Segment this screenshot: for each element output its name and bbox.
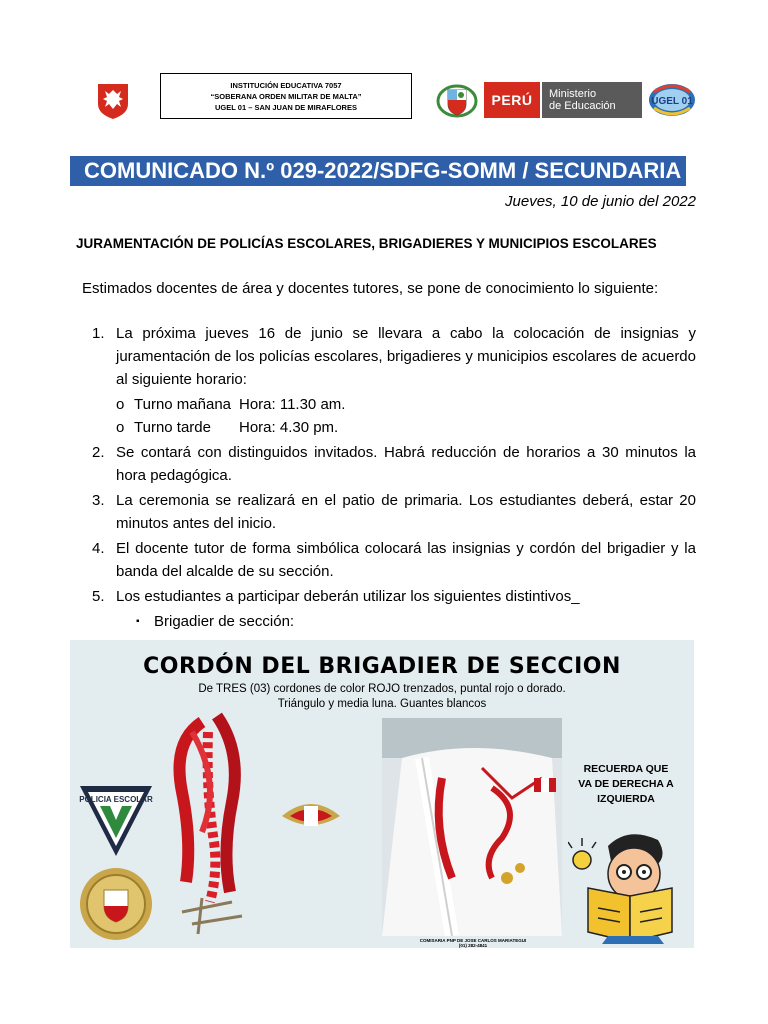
- institution-box: [160, 73, 412, 119]
- schedule-bullet: o: [116, 396, 125, 413]
- list-text: Se contará con distinguidos invitados. Habrá reducción de horarios a 30 minutos la hora pedagógica.: [116, 444, 696, 484]
- list-text: Los estudiantes a participar deberán utilizar los siguientes distintivos_: [116, 588, 580, 605]
- ugel-logo: [648, 82, 696, 118]
- schedule-time: Hora: 4.30 pm.: [239, 419, 339, 436]
- list-text: La ceremonia se realizará en el patio de primaria. Los estudiantes deberá, estar 20 minutos antes del inicio.: [116, 492, 696, 532]
- institution-ugel: UGEL 01 – SAN JUAN DE MIRAFLORES: [215, 103, 357, 112]
- list-number: 4.: [92, 540, 105, 557]
- list-item: [92, 441, 696, 487]
- poster-line1: De TRES (03) cordones de color ROJO trenzados, puntal rojo o dorado.: [198, 683, 566, 695]
- list-number: 1.: [92, 325, 105, 342]
- schedule-time: Hora: 11.30 am.: [239, 396, 346, 413]
- list-number: 2.: [92, 444, 105, 461]
- square-bullet: ▪: [136, 616, 140, 627]
- photo-credit: [388, 938, 558, 948]
- schedule-item: [116, 416, 696, 439]
- half-moon-insignia-icon: [278, 796, 344, 836]
- ministry-label: [542, 82, 642, 118]
- badge-text: POLICIA ESCOLAR: [79, 795, 153, 804]
- gold-medal-icon: [76, 864, 156, 944]
- remember-line2: VA DE DERECHA A: [578, 778, 674, 790]
- greeting: Estimados docentes de área y docentes tutores, se pone de conocimiento lo siguiente:: [82, 280, 659, 297]
- schedule-item: [116, 393, 696, 416]
- title-suffix: / SECUNDARIA: [516, 158, 682, 183]
- document-title: [70, 156, 686, 186]
- list-item: [92, 585, 696, 608]
- malta-cross-logo: [96, 82, 130, 120]
- remember-line1: RECUERDA QUE: [583, 763, 669, 775]
- list-text: El docente tutor de forma simbólica colocará las insignias y cordón del brigadier y la banda del alcalde de su sección.: [116, 540, 696, 580]
- sub-bullet-item: [136, 610, 696, 633]
- document-subject: JURAMENTACIÓN DE POLICÍAS ESCOLARES, BRIGADIERES Y MUNICIPIOS ESCOLARES: [76, 236, 657, 251]
- schedule-bullet: o: [116, 419, 125, 436]
- peru-brand-label: PERÚ: [484, 82, 540, 118]
- poster-line2: Triángulo y media luna. Guantes blancos: [277, 698, 487, 710]
- remember-line3: IZQUIERDA: [597, 793, 655, 805]
- red-cord-image: [162, 702, 272, 948]
- photo-credit-phone: (01) 282-4841: [458, 943, 488, 948]
- student-photo: [382, 718, 562, 936]
- boy-reading-illustration: [568, 826, 688, 944]
- peru-coat-of-arms-icon: [436, 82, 478, 120]
- ugel-logo-text: UGEL 01: [651, 96, 693, 107]
- numbered-list: [92, 322, 696, 633]
- document-date: Jueves, 10 de junio del 2022: [505, 193, 696, 210]
- brigadier-cord-poster: [70, 640, 694, 948]
- list-item: [92, 322, 696, 391]
- sub-bullet-text: Brigadier de sección:: [154, 613, 295, 630]
- photo-credit-name: COMISARIA PNP DE JOSE CARLOS MARIATEGUI: [419, 938, 527, 943]
- school-police-badge-icon: [76, 780, 156, 860]
- list-number: 3.: [92, 492, 105, 509]
- institution-order: “SOBERANA ORDEN MILITAR DE MALTA”: [210, 92, 362, 101]
- ministry-line2: de Educación: [549, 100, 616, 112]
- remember-note: [564, 762, 688, 807]
- institution-name: INSTITUCIÓN EDUCATIVA 7057: [230, 81, 342, 90]
- schedule-label: Turno mañana: [134, 396, 232, 413]
- list-number: 5.: [92, 588, 105, 605]
- list-text: La próxima jueves 16 de junio se llevara a cabo la colocación de insignias y juramentación de los policías escolares, brigadieres y municipios escolares de acuerdo al siguiente horario:: [116, 325, 696, 388]
- ministry-line1: Ministerio: [549, 88, 597, 100]
- list-item: [92, 537, 696, 583]
- list-item: [92, 489, 696, 535]
- title-main: COMUNICADO N.º 029-2022/SDFG-SOMM: [84, 158, 517, 183]
- schedule-label: Turno tarde: [134, 419, 211, 436]
- poster-title: CORDÓN DEL BRIGADIER DE SECCION: [143, 654, 621, 679]
